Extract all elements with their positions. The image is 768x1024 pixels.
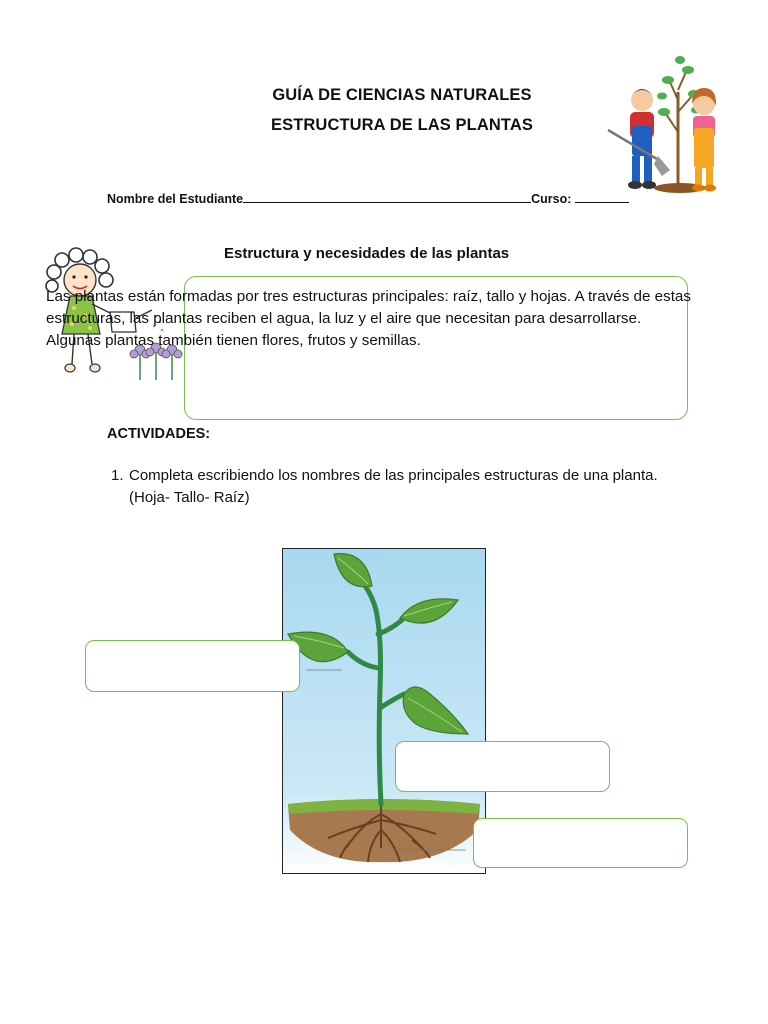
answer-box-bottom[interactable] — [473, 818, 688, 868]
student-info-line — [107, 190, 629, 206]
title-line-1: GUÍA DE CIENCIAS NATURALES — [272, 86, 532, 104]
course-field[interactable] — [575, 190, 629, 203]
activities-heading: ACTIVIDADES: — [107, 426, 211, 442]
activity-number: 1. — [111, 467, 124, 484]
answer-box-left[interactable] — [85, 640, 300, 692]
plant-structure-diagram — [282, 548, 486, 874]
course-label: Curso: — [531, 192, 572, 206]
student-name-label: Nombre del Estudiante — [107, 192, 244, 206]
section-title: Estructura y necesidades de las plantas — [224, 245, 510, 262]
answer-box-middle[interactable] — [395, 741, 610, 792]
student-name-field[interactable] — [243, 190, 531, 203]
title-line-2: ESTRUCTURA DE LAS PLANTAS — [271, 116, 533, 134]
intro-paragraph: Las plantas están formadas por tres estructuras principales: raíz, tallo y hojas. A través de estas estructuras, las plantas reciben el agua, la luz y el aire que necesitan para desarrollarse. Algunas plantas también tienen flores, frutos y semillas. — [46, 288, 691, 349]
activity-text: Completa escribiendo los nombres de las principales estructuras de una planta. (Hoja- Tallo- Raíz) — [129, 467, 658, 506]
children-planting-tree-icon — [600, 52, 730, 194]
